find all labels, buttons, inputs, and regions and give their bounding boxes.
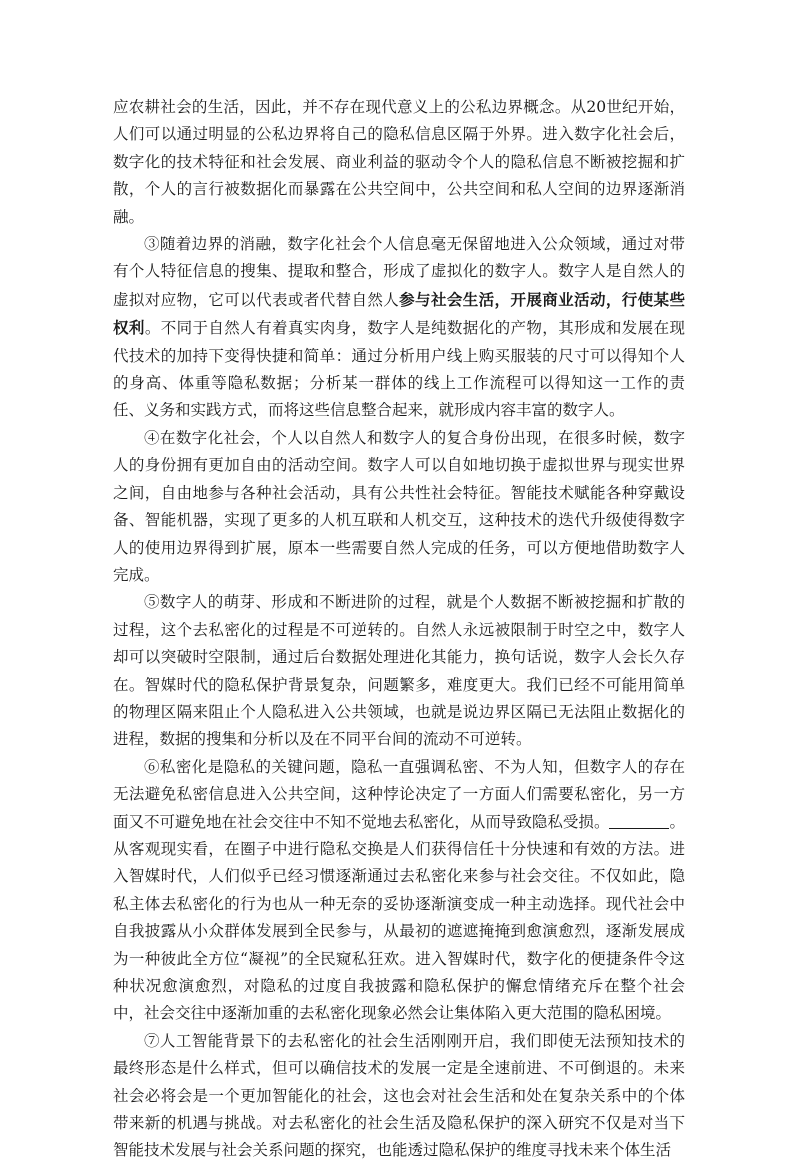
bold-phrase-2: 开展商业活动 xyxy=(510,289,606,309)
paragraph-3 xyxy=(113,231,685,425)
paragraph-text: 。从客观现实看，在圈子中进行隐私交换是人们获得信任十分快速和有效的方法。进入智媒时代，人们似乎已经习惯逐渐通过去私密化来参与社会交往。不仅如此，隐私主体去私密化的行为也从一种无奈的妥协逐渐演变成一种主动选择。现代社会中自我披露从小众群体发展到全民参与，从最初的遮遮掩掩到愈演愈烈，逐渐发展成为一种彼此全方位“凝视”的全民窥私狂欢。进入智媒时代，数字化的便捷条件令这种状况愈演愈烈，对隐私的过度自我披露和隐私保护的懈怠情绪充斥在整个社会中，社会交往中逐渐加重的去私密化现象必然会让集体陷入更大范围的隐私困境。 xyxy=(113,812,685,1023)
paragraph-text: ⑤数字人的萌芽、形成和不断进阶的过程，就是个人数据不断被挖掘和扩散的过程，这个去私密化的过程是不可逆转的。自然人永远被限制于时空之中，数字人却可以突破时空限制，通过后台数据处理进化其能力，换句话说，数字人会长久存在。智媒时代的隐私保护背景复杂，问题繁多，难度更大。我们已经不可能用简单的物理区隔来阻止个人隐私进入公共领域，也就是说边界区隔已无法阻止数据化的进程，数据的搜集和分析以及在不同平台间的流动不可逆转。 xyxy=(113,593,685,749)
paragraph-text: 。不同于自然人有着真实肉身，数字人是纯数据化的产物，其形成和发展在现代技术的加持下变得快捷和简单：通过分析用户线上购买服装的尺寸可以得知个人的身高、体重等隐私数据；分析某一群体的线上工作流程可以得知这一工作的责任、义务和实践方式，而将这些信息整合起来，就形成内容丰富的数字人。 xyxy=(113,319,685,420)
paragraph-text: ④在数字化社会，个人以自然人和数字人的复合身份出现，在很多时候，数字人的身份拥有更加自由的活动空间。数字人可以自如地切换于虚拟世界与现实世界之间，自由地参与各种社会活动，具有公共性社会特征。智能技术赋能各种穿戴设备、智能机器，实现了更多的人机互联和人机交互，这种技术的迭代升级使得数字人的使用边界得到扩展，原本一些需要自然人完成的任务，可以方便地借助数字人完成。 xyxy=(113,428,685,584)
paragraph-5 xyxy=(113,589,685,753)
bold-separator-1: ， xyxy=(494,289,511,309)
document-body xyxy=(113,94,685,1165)
paragraph-continued xyxy=(113,94,685,231)
bold-phrase-3: 行使某些权利 xyxy=(113,289,685,338)
paragraph-text: ⑥私密化是隐私的关键问题，隐私一直强调私密、不为人知，但数字人的存在无法避免私密信息进入公共空间，这种悖论决定了一方面人们需要私密化，另一方面又不可避免地在社会交往中不知不觉地去私密化，从而导致隐私受损。 xyxy=(113,757,685,831)
bold-separator-2: ， xyxy=(605,289,622,309)
bold-phrase-1: 参与社会生活 xyxy=(399,289,495,309)
paragraph-text: ③随着边界的消融，数字化社会个人信息毫无保留地进入公众领域，通过对带有个人特征信息的搜集、提取和整合，形成了虚拟化的数字人。数字人是自然人的虚拟对应物，它可以代表或者代替自然人 xyxy=(113,235,685,309)
paragraph-6 xyxy=(113,754,685,1028)
paragraph-4 xyxy=(113,425,685,589)
paragraph-text: ⑦人工智能背景下的去私密化的社会生活刚刚开启，我们即使无法预知技术的最终形态是什么样式，但可以确信技术的发展一定是全速前进、不可倒退的。未来社会必将会是一个更加智能化的社会，这也会对社会生活和处在复杂关系中的个体带来新的机遇与挑战。对去私密化的社会生活及隐私保护的深入研究不仅是对当下智能技术发展与社会关系问题的探究，也能透过隐私保护的维度寻找未来个体生活 xyxy=(113,1031,685,1160)
fill-in-blank[interactable] xyxy=(609,812,669,829)
paragraph-7 xyxy=(113,1028,685,1165)
paragraph-text: 应农耕社会的生活，因此，并不存在现代意义上的公私边界概念。从20世纪开始，人们可以通过明显的公私边界将自己的隐私信息区隔于外界。进入数字化社会后，数字化的技术特征和社会发展、商业利益的驱动令个人的隐私信息不断被挖掘和扩散，个人的言行被数据化而暴露在公共空间中，公共空间和私人空间的边界逐渐消融。 xyxy=(113,98,685,226)
